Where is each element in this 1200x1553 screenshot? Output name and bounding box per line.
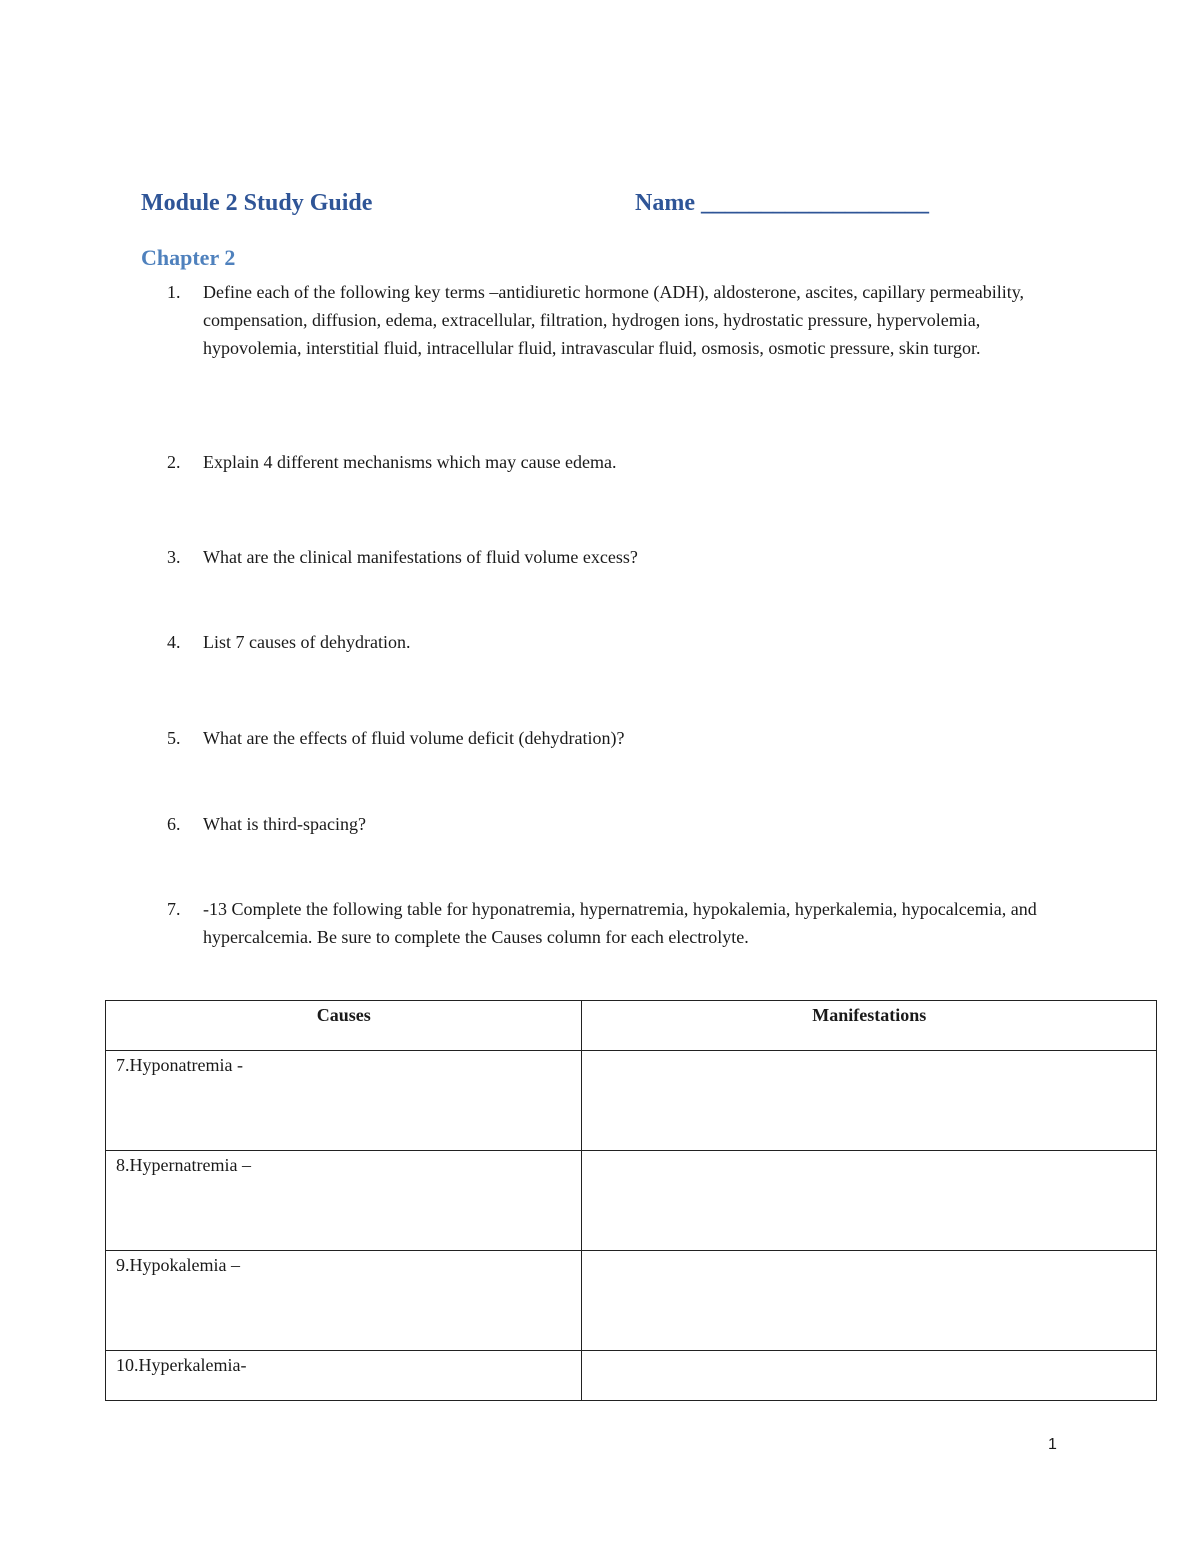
table-row — [106, 1251, 1157, 1351]
question-number: 7. — [167, 899, 181, 919]
question-text: What are the clinical manifestations of fluid volume excess? — [203, 547, 638, 567]
causes-cell[interactable]: 8.Hypernatremia – — [106, 1151, 582, 1251]
electrolyte-table — [105, 1000, 1157, 1401]
table-row — [106, 1151, 1157, 1251]
page-number: 1 — [1048, 1436, 1057, 1453]
manifestations-cell[interactable] — [582, 1051, 1157, 1151]
question-number: 2. — [167, 452, 181, 472]
question-text: Define each of the following key terms –antidiuretic hormone (ADH), aldosterone, ascites, capillary permeability, compensation, diffusion, edema, extracellular, filtration, hydrogen ions, hydrostatic pressure, hypervolemia, hypovolemia, interstitial fluid, intracellular fluid, intravascular fluid, osmosis, osmotic pressure, skin turgor. — [203, 282, 1025, 358]
question-number: 5. — [167, 728, 181, 748]
column-header-manifestations: Manifestations — [582, 1001, 1157, 1051]
question-text: What is third-spacing? — [203, 814, 366, 834]
question-text: What are the effects of fluid volume deficit (dehydration)? — [203, 728, 625, 748]
question-text: -13 Complete the following table for hyponatremia, hypernatremia, hypokalemia, hyperkalemia, hypocalcemia, and hypercalcemia. Be sure to complete the Causes column for each electrolyte. — [203, 899, 1037, 947]
question-text: Explain 4 different mechanisms which may cause edema. — [203, 452, 617, 472]
manifestations-cell[interactable] — [582, 1351, 1157, 1401]
chapter-heading: Chapter 2 — [141, 245, 236, 270]
question-number: 3. — [167, 547, 181, 567]
manifestations-cell[interactable] — [582, 1251, 1157, 1351]
question-number: 1. — [167, 282, 181, 302]
document-title: Module 2 Study Guide — [141, 190, 373, 216]
table-row — [106, 1351, 1157, 1401]
question-number: 6. — [167, 814, 181, 834]
column-header-causes: Causes — [106, 1001, 582, 1051]
table-header-row — [106, 1001, 1157, 1051]
name-field: Name ___________________ — [635, 190, 929, 216]
question-number: 4. — [167, 632, 181, 652]
question-text: List 7 causes of dehydration. — [203, 632, 411, 652]
causes-cell[interactable]: 9.Hypokalemia – — [106, 1251, 582, 1351]
causes-cell[interactable]: 7.Hyponatremia - — [106, 1051, 582, 1151]
table-row — [106, 1051, 1157, 1151]
manifestations-cell[interactable] — [582, 1151, 1157, 1251]
causes-cell[interactable]: 10.Hyperkalemia- — [106, 1351, 582, 1401]
